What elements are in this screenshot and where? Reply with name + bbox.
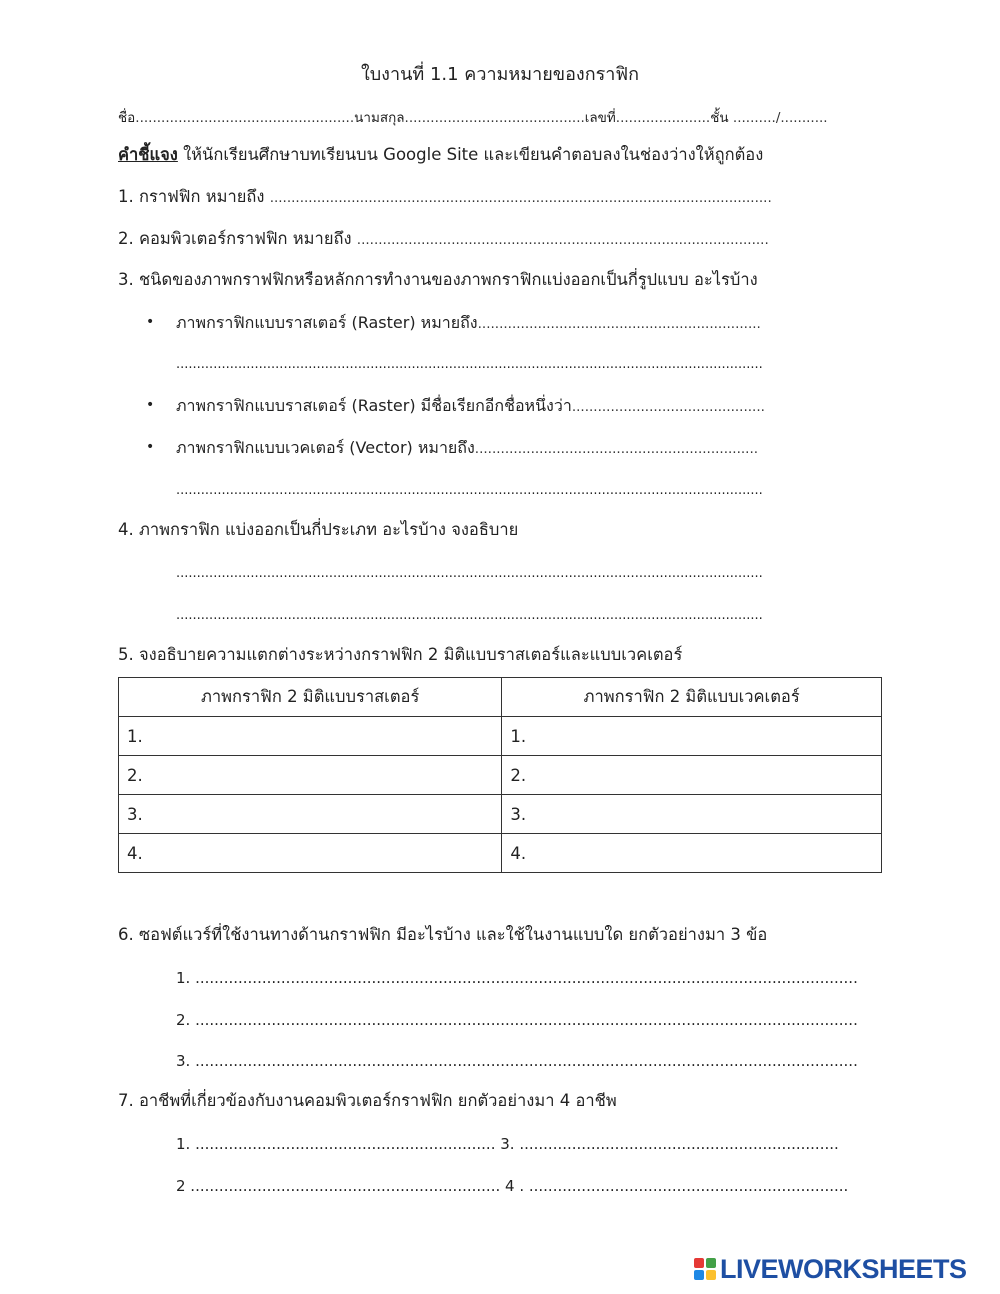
question-6-text: 6. ซอฟต์แวร์ที่ใช้งานทางด้านกราฟฟิก มีอะไรบ้าง และใช้ในงานแบบใด ยกตัวอย่างมา 3 ข้อ xyxy=(118,925,768,944)
bullet-1-text: ภาพกราฟิกแบบราสเตอร์ (Raster) หมายถึง xyxy=(176,313,478,332)
name-label: ชื่อ xyxy=(118,110,136,126)
class-input[interactable]: ........../........... xyxy=(732,110,828,126)
question-4-answer-line-1[interactable]: .............................................................................................................................................. xyxy=(176,566,763,581)
logo-text: LIVEWORKSHEETS xyxy=(720,1253,967,1284)
question-3-bullet-1 xyxy=(176,312,761,335)
question-1-answer[interactable]: ..................................................................................................................... xyxy=(269,190,772,206)
comparison-table xyxy=(118,677,882,873)
surname-input[interactable]: .......................................... xyxy=(404,110,585,126)
surname-label: นามสกุล xyxy=(354,110,405,126)
question-4-text: 4. ภาพกราฟิก แบ่งออกเป็นกี่ประเภท อะไรบ้าง จงอธิบาย xyxy=(118,520,519,539)
vector-cell[interactable]: 2. xyxy=(502,756,882,795)
question-7-row-2[interactable]: 2 ................................................................. 4 . ................................................................... xyxy=(176,1177,849,1195)
question-3-answer-line-1[interactable]: .............................................................................................................................................. xyxy=(176,357,763,372)
liveworksheets-logo xyxy=(694,1254,967,1284)
question-7-row-1[interactable]: 1. ............................................................... 3. ................................................................... xyxy=(176,1135,839,1153)
bullet-2-text: ภาพกราฟิกแบบราสเตอร์ (Raster) มีชื่อเรียกอีกชื่อหนึ่งว่า xyxy=(176,396,572,415)
question-2-answer[interactable]: ................................................................................................ xyxy=(356,232,769,248)
question-5-text: 5. จงอธิบายความแตกต่างระหว่างกราฟฟิก 2 มิติแบบราสเตอร์และแบบเวคเตอร์ xyxy=(118,645,683,664)
question-3-text: 3. ชนิดของภาพกราฟฟิกหรือหลักการทำงานของภาพกราฟิกแบ่งออกเป็นกี่รูปแบบ อะไรบ้าง xyxy=(118,270,758,289)
vector-column-header: ภาพกราฟิก 2 มิติแบบเวคเตอร์ xyxy=(502,678,882,717)
question-3-answer-line-2[interactable]: .............................................................................................................................................. xyxy=(176,483,763,498)
raster-cell[interactable]: 1. xyxy=(119,717,502,756)
question-3-bullet-2 xyxy=(176,395,765,418)
raster-cell[interactable]: 2. xyxy=(119,756,502,795)
vector-cell[interactable]: 3. xyxy=(502,795,882,834)
name-input[interactable]: ................................................... xyxy=(135,110,355,126)
bullet-1-answer[interactable]: .................................................................. xyxy=(477,316,761,332)
page-title: ใบงานที่ 1.1 ความหมายของกราฟิก xyxy=(360,64,640,85)
question-3-bullet-3 xyxy=(176,437,758,460)
question-6-item-3[interactable]: 3. ........................................................................................................................................... xyxy=(176,1052,858,1070)
number-label: เลขที่ xyxy=(584,110,616,126)
question-2-text: 2. คอมพิวเตอร์กราฟฟิก หมายถึง xyxy=(118,229,357,248)
number-input[interactable]: ...................... xyxy=(615,110,711,126)
instructions-label: คำชี้แจง xyxy=(118,145,178,164)
question-2 xyxy=(118,228,769,251)
table-row xyxy=(119,834,882,873)
bullet-icon: • xyxy=(146,397,155,413)
logo-square-icon xyxy=(694,1258,704,1268)
raster-cell[interactable]: 4. xyxy=(119,834,502,873)
instructions-text: ให้นักเรียนศึกษาบทเรียนบน Google Site และเขียนคำตอบลงในช่องว่างให้ถูกต้อง xyxy=(177,145,764,164)
question-1 xyxy=(118,186,772,209)
instructions xyxy=(118,144,763,166)
logo-square-icon xyxy=(706,1258,716,1268)
logo-square-icon xyxy=(694,1270,704,1280)
raster-column-header: ภาพกราฟิก 2 มิติแบบราสเตอร์ xyxy=(119,678,502,717)
bullet-icon: • xyxy=(146,314,155,330)
bullet-3-answer[interactable]: .................................................................. xyxy=(474,441,759,457)
header-fields xyxy=(118,107,828,129)
vector-cell[interactable]: 1. xyxy=(502,717,882,756)
table-header-row xyxy=(119,678,882,717)
question-7-text: 7. อาชีพที่เกี่ยวข้องกับงานคอมพิวเตอร์กราฟฟิก ยกตัวอย่างมา 4 อาชีพ xyxy=(118,1091,617,1110)
bullet-2-answer[interactable]: ............................................. xyxy=(571,399,765,415)
question-4-answer-line-2[interactable]: .............................................................................................................................................. xyxy=(176,608,763,623)
logo-grid-icon xyxy=(694,1258,716,1280)
question-6-item-2[interactable]: 2. ........................................................................................................................................... xyxy=(176,1011,858,1029)
logo-square-icon xyxy=(706,1270,716,1280)
question-6-item-1[interactable]: 1. ........................................................................................................................................... xyxy=(176,969,858,987)
raster-cell[interactable]: 3. xyxy=(119,795,502,834)
table-row xyxy=(119,756,882,795)
table-row xyxy=(119,717,882,756)
question-1-text: 1. กราฟฟิก หมายถึง xyxy=(118,187,270,206)
bullet-icon: • xyxy=(146,439,155,455)
vector-cell[interactable]: 4. xyxy=(502,834,882,873)
bullet-3-text: ภาพกราฟิกแบบเวคเตอร์ (Vector) หมายถึง xyxy=(176,438,475,457)
table-row xyxy=(119,795,882,834)
class-label: ชั้น xyxy=(710,110,729,126)
